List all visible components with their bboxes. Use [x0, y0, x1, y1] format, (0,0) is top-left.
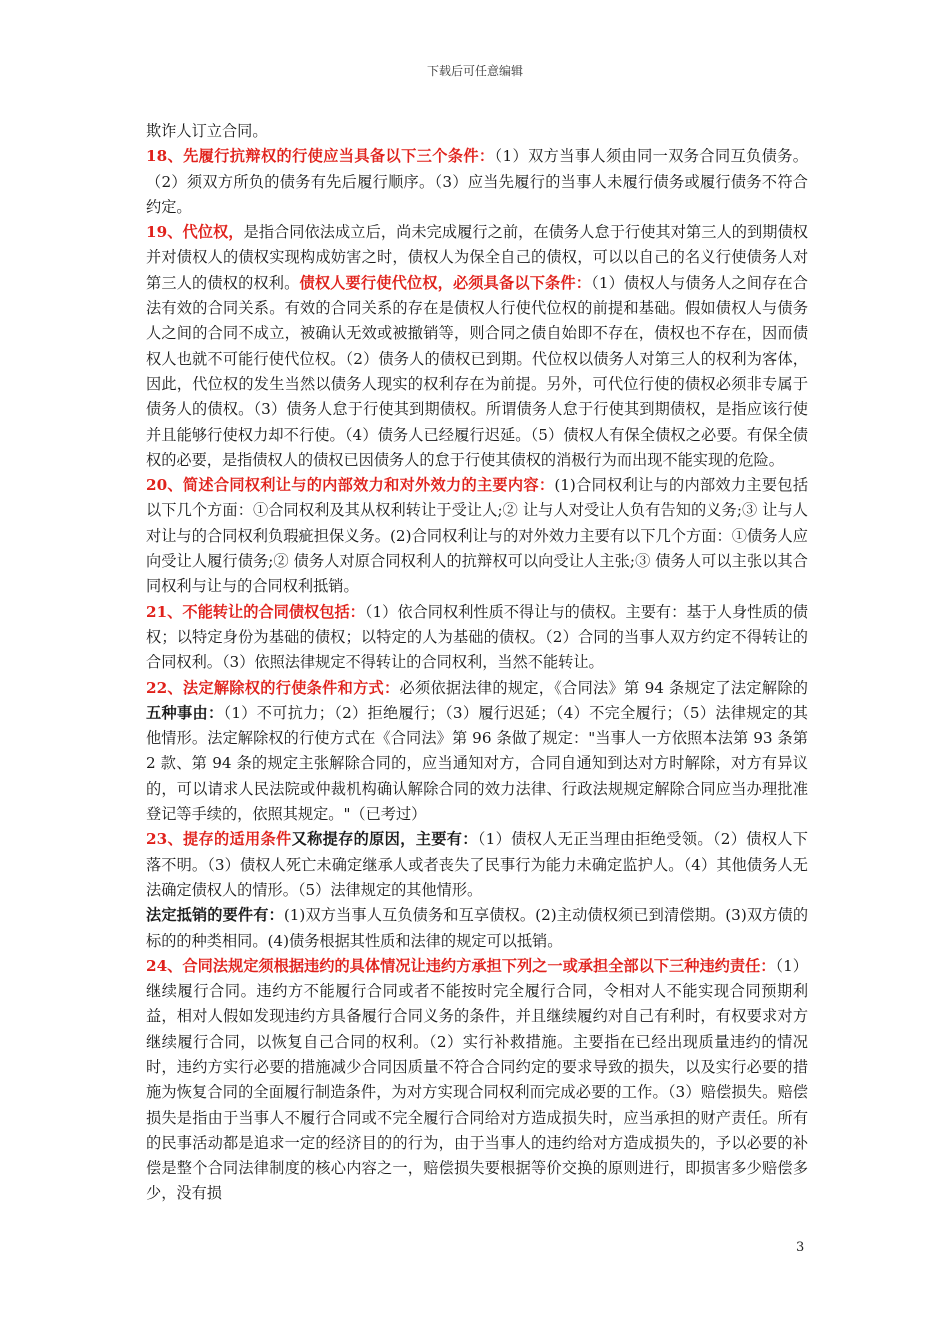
paragraph-bold-text: 五种事由： [146, 703, 224, 722]
paragraph-heading: 19、代位权， [146, 223, 244, 242]
paragraph-heading: 23、提存的适用条件 [146, 830, 292, 849]
paragraph-23 [146, 827, 808, 903]
paragraph-bold-text: 法定抵销的要件有： [146, 906, 284, 925]
paragraph-21 [146, 600, 808, 676]
paragraph-22 [146, 676, 808, 828]
paragraph-continuation [146, 119, 808, 144]
paragraph-24 [146, 954, 808, 1207]
paragraph-text: （1）债权人无正当理由拒绝受领。（2）债权人下落不明。（3）债权人死亡未确定继承人或者丧失了民事行为能力未确定监护人。（4）其他债务人无法确定债权人的情形。（5）法律规定的其他情形。 [146, 830, 808, 899]
paragraph-text: 必须依据法律的规定，《合同法》第 94 条规定了法定解除的 [399, 678, 808, 697]
paragraph-20 [146, 473, 808, 599]
page-number: 3 [796, 1240, 805, 1255]
paragraph-heading: 24、合同法规定须根据违约的具体情况让违约方承担下列之一或承担全部以下三种违约责任： [146, 956, 776, 975]
paragraph-text: 欺诈人订立合同。 [146, 122, 268, 140]
paragraph-subheading: 债权人要行使代位权，必须具备以下条件： [299, 273, 592, 292]
paragraph-heading: 18、先履行抗辩权的行使应当具备以下三个条件： [146, 147, 495, 166]
paragraph-text: （1）依合同权利性质不得让与的债权。主要有：基于人身性质的债权；以特定身份为基础的债权；以特定的人为基础的债权。（2）合同的当事人双方约定不得转让的合同权利。（3）依照法律规定不得转让的合同权利，当然不能转让。 [146, 602, 808, 672]
paragraph-bold-text: 又称提存的原因，主要有： [291, 830, 478, 849]
paragraph-heading: 22、法定解除权的行使条件和方式： [146, 678, 400, 697]
paragraph-text: （1）双方当事人须由同一双务合同互负债务。（2）须双方所负的债务有先后履行顺序。（3）应当先履行的当事人未履行债务或履行债务不符合约定。 [146, 147, 808, 216]
document-body [146, 119, 808, 1207]
paragraph-text: 是指合同依法成立后，尚未完成履行之前，在债务人怠于行使其对第三人的到期债权并对债权人的债权实现构成妨害之时，债权人为保全自己的债权，可以以自己的名义行使债务人对第三人的债权的权利。 [146, 223, 808, 292]
page-header: 下载后可任意编辑 [426, 64, 523, 78]
paragraph-text: (1)双方当事人互负债务和互享债权。(2)主动债权须已到清偿期。(3)双方债的标的的种类相同。(4)债务根据其性质和法律的规定可以抵销。 [146, 906, 809, 950]
paragraph-heading: 21、不能转让的合同债权包括： [146, 602, 365, 621]
paragraph-text: (1)合同权利让与的内部效力主要包括以下几个方面：①合同权利及其从权利转让于受让人;② 让与人对受让人负有告知的义务;③ 让与人对让与的合同权利负瑕疵担保义务。(2)合同权利让与的对外效力主要有以下几个方面：①债务人应向受让人履行债务;② 债务人对原合同权利人的抗辩权可以向受让人主张;③ 债务人可以主张以其合同权利与让与的合同权利抵销。 [146, 476, 809, 596]
paragraph-19 [146, 220, 808, 473]
paragraph-text: （1）债权人与债务人之间存在合法有效的合同关系。有效的合同关系的存在是债权人行使代位权的前提和基础。假如债权人与债务人之间的合同不成立，被确认无效或被撤销等，则合同之债自始即不存在，债权也不存在，因而债权人也就不可能行使代位权。（2）债务人的债权已到期。代位权以债务人对第三人的权利为客体，因此，代位权的发生当然以债务人现实的权利存在为前提。另外，可代位行使的债权必须非专属于债务人的债权。（3）债务人怠于行使其到期债权。所谓债务人怠于行使其到期债权，是指应该行使并且能够行使权力却不行使。（4）债务人已经履行迟延。（5）债权人有保全债权之必要。有保全债权的必要，是指债权人的债权已因债务人的怠于行使其债权的消极行为而出现不能实现的危险。 [146, 273, 808, 469]
paragraph-18 [146, 144, 808, 220]
paragraph-heading: 20、简述合同权利让与的内部效力和对外效力的主要内容： [146, 476, 555, 495]
paragraph-text: （1）不可抗力；（2）拒绝履行；（3）履行迟延；（4）不完全履行；（5）法律规定的其他情形。法定解除权的行使方式在《合同法》第 96 条做了规定："当事人一方依照本法第 93 条第 2 款、第 94 条的规定主张解除合同的，应当通知对方，合同自通知到达对方时解除，对方有异议的，可以请求人民法院或仲裁机构确认解除合同的效力法律、行政法规规定解除合同应当办理批准登记等手续的，依照其规定。"（已考过） [146, 703, 808, 824]
paragraph-text: （1）继续履行合同。违约方不能履行合同或者不能按时完全履行合同，令相对人不能实现合同预期利益，相对人假如发现违约方具备履行合同义务的条件，并且继续履约对自己有利时，有权要求对方继续履行合同，以恢复自己合同的权利。（2）实行补救措施。主要指在已经出现质量违约的情况时，违约方实行必要的措施减少合同因质量不符合合同约定的要求导致的损失，以及实行必要的措施为恢复合同的全面履行制造条件，为对方实现合同权利而完成必要的工作。（3）赔偿损失。赔偿损失是指由于当事人不履行合同或不完全履行合同给对方造成损失时，应当承担的财产责任。所有的民事活动都是追求一定的经济目的的行为，由于当事人的违约给对方造成损失的，予以必要的补偿是整个合同法律制度的核心内容之一，赔偿损失要根据等价交换的原则进行，即损害多少赔偿多少，没有损 [146, 956, 808, 1203]
paragraph-setoff [146, 903, 808, 954]
